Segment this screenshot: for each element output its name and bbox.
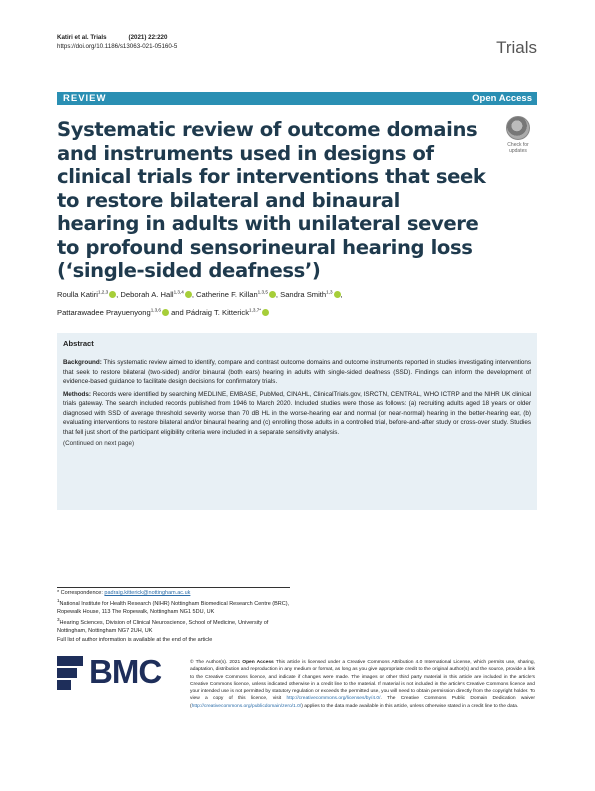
orcid-icon[interactable]	[262, 309, 269, 316]
footnotes	[57, 589, 297, 644]
affiliation-3: $^3$Hearing Sciences, Division of Clinical Neuroscience, School of Medicine, University of Nottingham, Nottingham NG7 2UH, UK	[57, 617, 269, 635]
orcid-icon[interactable]	[269, 291, 276, 298]
article-type-band	[57, 92, 537, 105]
correspondence-email[interactable]: padraig.kitterick@nottingham.ac.uk	[104, 590, 191, 596]
article-type-label: REVIEW	[63, 93, 107, 104]
cc0-link[interactable]: http://creativecommons.org/publicdomain/zero/1.0/	[191, 703, 302, 709]
check-updates-icon	[506, 116, 530, 140]
orcid-icon[interactable]	[109, 291, 116, 298]
affiliation-1: $^1$National Institute for Health Research (NIHR) Nottingham Biomedical Research Centre (BRC), Ropewalk House, 113 The Ropewalk, Nottingham NG1 5DU, UK	[57, 598, 290, 616]
author-list	[57, 284, 527, 321]
orcid-icon[interactable]	[162, 309, 169, 316]
cc-by-link[interactable]: http://creativecommons.org/licenses/by/4.0/	[286, 696, 381, 702]
author[interactable]: Deborah A. Hall$^{1,3,4}$ ,	[120, 289, 197, 299]
badge-line1: Check for	[507, 142, 529, 148]
article-title: Systematic review of outcome domains and instruments used in designs of clinical trials for interventions that seek to restore bilateral and binaural hearing in adults with unilateral severe to profound sensorineural hearing loss (‘single-sided deafness’)	[57, 118, 486, 282]
badge-line2: updates	[509, 148, 527, 154]
correspondence: * Correspondence: padraig.kitterick@nottingham.ac.uk	[57, 590, 191, 596]
author[interactable]: Sandra Smith$^{1,3}$ ,	[280, 289, 343, 299]
author[interactable]: Pattarawadee Prayuenyong$^{1,3,6}$	[57, 308, 171, 317]
author[interactable]: and Pádraig T. Kitterick$^{1,3,7*}$	[171, 308, 269, 317]
orcid-icon[interactable]	[334, 291, 341, 298]
check-for-updates-badge[interactable]	[500, 116, 536, 156]
abstract-box	[57, 333, 537, 510]
footnote-divider	[57, 587, 290, 588]
license-text: © The Author(s). 2021 Open Access This article is licensed under a Creative Commons Attribution 4.0 International License, which permits use, sharing, adaptation, distribution and reproduction in any medium or format, as long as you give appropriate credit to the original author(s) and the source, provide a link to the Creative Commons licence, and indicate if changes were made. The images or other third party material in this article are included in the article's Creative Commons licence, unless indicated otherwise in a credit line to the material. If material is not included in the article's Creative Commons licence and your intended use is not permitted by statutory regulation or exceeds the permitted use, you will need to obtain permission directly from the copyright holder. To view a copy of this licence, visit http://creativecommons.org/licenses/by/4.0/. The Creative Commons Public Domain Dedication waiver (http://creativecommons.org/publicdomain/zero/1.0/) applies to the data made available in this article, unless otherwise stated in a credit line to the data.	[190, 660, 536, 709]
author[interactable]: Roulla Katiri$^{1,2,3}$ ,	[57, 289, 121, 299]
year-issue: (2021) 22:220	[128, 34, 168, 41]
continued-note: (Continued on next page)	[63, 440, 135, 447]
publisher-name: BMC	[89, 653, 162, 690]
abstract-methods: Methods: Records were identified by searching MEDLINE, EMBASE, PubMed, CINAHL, ClinicalTrials.gov, ISRCTN, CENTRAL, WHO ICTRP and the NIHR UK clinical trials gateway. The search included records published from 1946 to March 2020. Included studies were those as follows: (a) recruiting adults aged 18 years or older diagnosed with SSD of average threshold severity worse than 70 dB HL in the worse-hearing ear and normal (or near-normal) hearing in the better-hearing ear, (b) evaluating interventions to restore bilateral and/or binaural hearing and (c) enrolling those adults in a controlled trial, before-and-after study or cross-over study. Studies that fell just short of the participant eligibility criteria were included in a separate sensitivity analysis.	[63, 390, 531, 436]
journal-name: Trials	[496, 38, 537, 57]
open-access-label: Open Access	[472, 93, 532, 104]
author[interactable]: Catherine F. Killan$^{1,3,5}$ ,	[196, 289, 281, 299]
orcid-icon[interactable]	[185, 291, 192, 298]
abstract-background: Background: This systematic review aimed to identify, compare and contrast outcome domains and outcome instruments reported in studies investigating interventions that seek to restore bilateral (two-sided) and/or binaural (both ears) hearing in adults with single-sided deafness (SSD). Findings can inform the development of evidence-based guidance to facilitate design decisions for confirmatory trials.	[63, 359, 531, 385]
publisher-logo	[57, 653, 177, 696]
journal-ref: Katiri et al. Trials	[57, 34, 107, 41]
bmc-logo-icon	[57, 656, 83, 690]
doi-link[interactable]: https://doi.org/10.1186/s13063-021-05160-5	[57, 43, 178, 50]
running-header	[57, 33, 177, 51]
abstract-heading: Abstract	[63, 339, 94, 348]
author-info-note: Full list of author information is available at the end of the article	[57, 636, 213, 643]
